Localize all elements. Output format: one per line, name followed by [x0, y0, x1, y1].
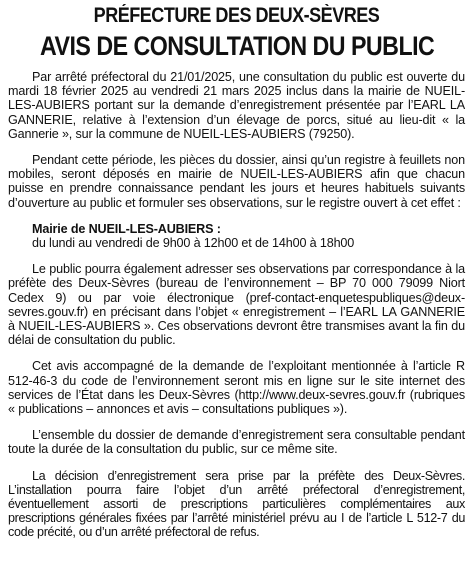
registry-paragraph: Pendant cette période, les pièces du dossier, ainsi qu’un registre à feuillets non mobiles, seront déposés en mairie de NUEIL-LES-AUBIERS afin que chacun puisse en prendre connaissance pendant les jours et heures habituels suivants d’ouverture au public et formuler ses observations, sur le registre ouvert à cet effet : — [8, 153, 465, 210]
notice-title: AVIS DE CONSULTATION DU PUBLIC — [39, 31, 435, 61]
correspondence-paragraph: Le public pourra également adresser ses observations par correspondance à la préfète des Deux-Sèvres (bureau de l’environnement – BP 70 000 79099 Niort Cedex 9) ou par voie électronique (pref-contact-enquetespubliques@deux-sevres.gouv.fr) en précisant dans l’objet « enregistrement – l’EARL LA GANNERIE à NUEIL-LES-AUBIERS ». Ces observations devront être transmises avant la fin du délai de consultation du public. — [8, 262, 465, 348]
mairie-opening-hours: du lundi au vendredi de 9h00 à 12h00 et de 14h00 à 18h00 — [32, 236, 355, 251]
online-publication-paragraph: Cet avis accompagné de la demande de l’exploitant mentionnée à l’article R 512-46-3 du code de l’environnement seront mis en ligne sur le site internet des services de l’État dans les Deux-Sèvres (http://www.deux-sevres.gouv.fr (rubriques « publications – annonces et avis – consultations publiques »). — [8, 359, 465, 417]
mairie-hours-block — [32, 222, 465, 250]
availability-paragraph: L’ensemble du dossier de demande d’enregistrement sera consultable pendant toute la durée de la consultation du public, sur ce même site. — [8, 428, 465, 457]
prefecture-heading: PRÉFECTURE DES DEUX-SÈVRES — [93, 4, 380, 27]
intro-paragraph: Par arrêté préfectoral du 21/01/2025, une consultation du public est ouverte du mardi 18 février 2025 au vendredi 21 mars 2025 inclus dans la mairie de NUEIL-LES-AUBIERS portant sur la demande d’enregistrement présentée par l’EARL LA GANNERIE, relative à l’extension d’un élevage de porcs, situé au lieu-dit « la Gannerie », sur la commune de NUEIL-LES-AUBIERS (79250). — [8, 70, 465, 141]
mairie-name: Mairie de NUEIL-LES-AUBIERS : — [32, 221, 221, 236]
decision-paragraph: La décision d’enregistrement sera prise par la préfète des Deux-Sèvres. L’installation pourra faire l’objet d’un arrêté préfectoral d’enregistrement, éventuellement assorti de prescriptions particulières complémentaires aux prescriptions générales fixées par l’arrêté ministériel prévu au I de l’article L 512-7 du code précité, ou d’un arrêté préfectoral de refus. — [8, 468, 465, 540]
